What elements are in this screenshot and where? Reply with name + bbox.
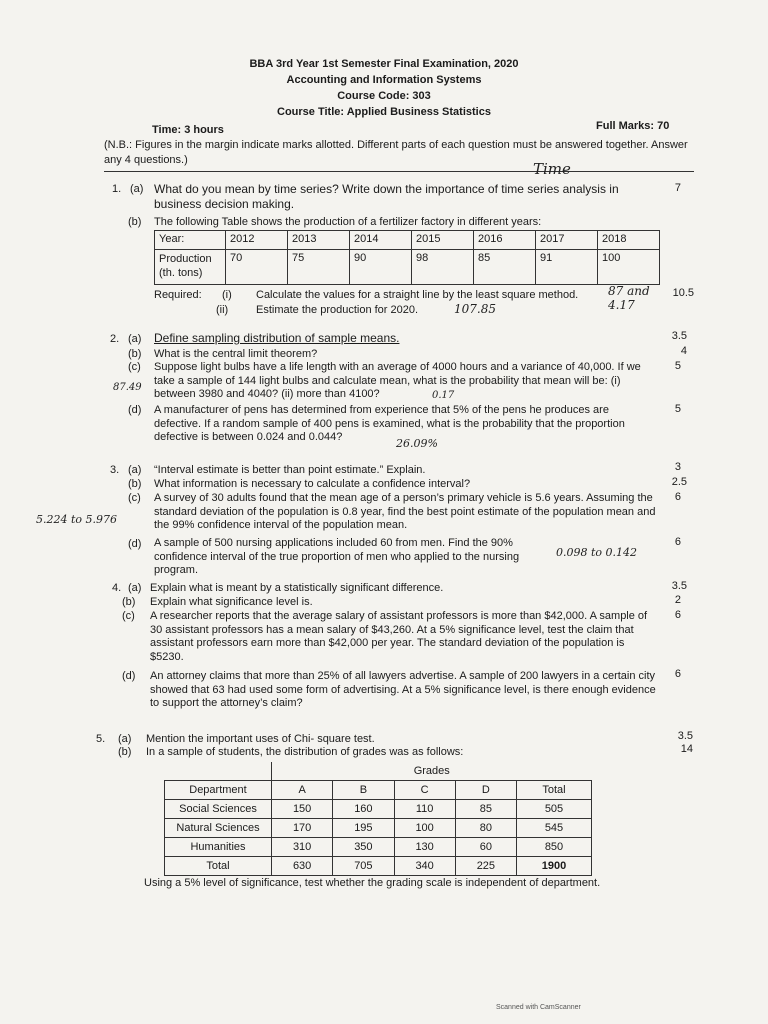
q3c-marks: 6 bbox=[674, 491, 681, 503]
q1b-text: The following Table shows the production of a fertilizer factory in different years: bbox=[154, 216, 542, 228]
full-marks: Full Marks: 70 bbox=[596, 120, 670, 132]
table-cell: 60 bbox=[455, 838, 516, 857]
table-cell: Total bbox=[517, 781, 592, 800]
table-cell: 350 bbox=[333, 838, 394, 857]
table-row bbox=[165, 781, 592, 800]
handwritten-q2-answer-b: 0.17 bbox=[432, 390, 455, 401]
header-divider bbox=[104, 171, 694, 172]
q4d-marks: 6 bbox=[674, 668, 681, 680]
q1a-marks: 7 bbox=[674, 182, 681, 194]
q4d-label: (d) bbox=[122, 670, 136, 682]
table-cell: 195 bbox=[333, 819, 394, 838]
table-cell: 170 bbox=[272, 819, 333, 838]
q2a-label: (a) bbox=[128, 333, 142, 345]
q5b-text: In a sample of students, the distribution of grades was as follows: bbox=[146, 746, 464, 758]
table-row bbox=[165, 800, 592, 819]
q3c-text: A survey of 30 adults found that the mean age of a person’s primary vehicle is 5.6 years. Assuming the standard deviation of the population is 0.8 year, find the best point estimate of the population mean and the 99% confidence interval of the population mean. bbox=[154, 492, 656, 531]
table-cell: Total bbox=[165, 857, 272, 876]
q4b-text: Explain what significance level is. bbox=[150, 596, 313, 608]
table-cell: Year: bbox=[155, 231, 226, 250]
table-cell bbox=[165, 762, 272, 781]
handwritten-q3c-answer: 5.224 to 5.976 bbox=[36, 513, 118, 526]
q1bi-label: (i) bbox=[222, 289, 232, 301]
table-cell: 505 bbox=[517, 800, 592, 819]
table-row bbox=[155, 250, 660, 285]
production-table bbox=[154, 230, 660, 285]
table-cell: D bbox=[455, 781, 516, 800]
table-cell: Natural Sciences bbox=[165, 819, 272, 838]
handwritten-q1-estimate: 107.85 bbox=[454, 302, 496, 316]
q5a-text: Mention the important uses of Chi- square test. bbox=[146, 733, 375, 745]
q2a-marks: 3.5 bbox=[671, 330, 687, 342]
table-cell: 310 bbox=[272, 838, 333, 857]
q4c-marks: 6 bbox=[674, 609, 681, 621]
q3d-marks: 6 bbox=[674, 536, 681, 548]
q3a-label: (a) bbox=[128, 464, 142, 476]
table-cell: 75 bbox=[288, 250, 350, 285]
q2d-marks: 5 bbox=[674, 403, 681, 415]
table-cell: Production (th. tons) bbox=[155, 250, 226, 285]
q1bii-label: (ii) bbox=[216, 304, 229, 316]
q3a-text: “Interval estimate is better than point estimate.” Explain. bbox=[154, 464, 426, 476]
q1-required: Required: bbox=[154, 289, 202, 301]
table-cell: 225 bbox=[455, 857, 516, 876]
table-cell: 100 bbox=[598, 250, 660, 285]
course-code: Course Code: 303 bbox=[337, 90, 431, 102]
table-row bbox=[165, 838, 592, 857]
q4-number: 4. bbox=[112, 582, 122, 594]
table-cell: 85 bbox=[474, 250, 536, 285]
q3c-label: (c) bbox=[128, 492, 141, 504]
department: Accounting and Information Systems bbox=[286, 74, 482, 86]
table-cell: Department bbox=[165, 781, 272, 800]
q3b-marks: 2.5 bbox=[671, 476, 687, 488]
q4b-marks: 2 bbox=[674, 594, 681, 606]
table-cell: Social Sciences bbox=[165, 800, 272, 819]
q1a-label: (a) bbox=[130, 183, 144, 195]
table-cell: 630 bbox=[272, 857, 333, 876]
exam-time: Time: 3 hours bbox=[152, 124, 224, 136]
table-cell: A bbox=[272, 781, 333, 800]
table-cell: 2012 bbox=[226, 231, 288, 250]
table-cell: 150 bbox=[272, 800, 333, 819]
table-cell: 2014 bbox=[350, 231, 412, 250]
q5a-marks: 3.5 bbox=[677, 730, 693, 742]
q5b-marks: 14 bbox=[680, 743, 693, 755]
table-cell: 545 bbox=[517, 819, 592, 838]
q3b-label: (b) bbox=[128, 478, 142, 490]
q4a-label: (a) bbox=[128, 582, 142, 594]
q3d-text: A sample of 500 nursing applications included 60 from men. Find the 90% confidence interval of the true proportion of men who applied to the nursing program. bbox=[154, 537, 520, 576]
q5-closing-text: Using a 5% level of significance, test whether the grading scale is independent of department. bbox=[144, 877, 601, 889]
table-row bbox=[165, 762, 592, 781]
q1b-label: (b) bbox=[128, 216, 142, 228]
table-cell: 70 bbox=[226, 250, 288, 285]
q2b-marks: 4 bbox=[680, 345, 687, 357]
table-cell: 2016 bbox=[474, 231, 536, 250]
q2b-label: (b) bbox=[128, 348, 142, 360]
q1b-marks: 10.5 bbox=[672, 287, 694, 299]
handwritten-q1-answer: 87 and 4.17 bbox=[608, 284, 650, 312]
exam-title: BBA 3rd Year 1st Semester Final Examination, 2020 bbox=[249, 58, 519, 70]
exam-header bbox=[0, 56, 768, 120]
q3b-text: What information is necessary to calculate a confidence interval? bbox=[154, 478, 471, 490]
q4c-label: (c) bbox=[122, 610, 135, 622]
table-cell: 98 bbox=[412, 250, 474, 285]
table-cell: 130 bbox=[394, 838, 455, 857]
q5-number: 5. bbox=[96, 733, 106, 745]
table-cell: C bbox=[394, 781, 455, 800]
table-cell: 2017 bbox=[536, 231, 598, 250]
q2c-text: Suppose light bulbs have a life length with an average of 4000 hours and a variance of 40,000. If we take a sample of 144 light bulbs and calculate mean, what is the probability that mean will be: (i) between 3980 and 4040? (ii) more than 4100? bbox=[154, 361, 641, 400]
q2a-text: Define sampling distribution of sample means. bbox=[154, 331, 400, 345]
grades-table bbox=[164, 762, 592, 876]
q3d-label: (d) bbox=[128, 538, 142, 550]
q5b-label: (b) bbox=[118, 746, 132, 758]
q2d-label: (d) bbox=[128, 404, 142, 416]
q3a-marks: 3 bbox=[674, 461, 681, 473]
table-cell: 850 bbox=[517, 838, 592, 857]
handwritten-q3d-answer: 0.098 to 0.142 bbox=[556, 546, 638, 559]
table-cell: 340 bbox=[394, 857, 455, 876]
table-row bbox=[155, 231, 660, 250]
table-cell: 100 bbox=[394, 819, 455, 838]
q1bii-text: Estimate the production for 2020. bbox=[256, 304, 419, 316]
scanner-watermark: Scanned with CamScanner bbox=[496, 1004, 581, 1011]
q4d-text: An attorney claims that more than 25% of all lawyers advertise. A sample of 200 lawyers in a certain city showed that 63 had used some form of advertising. At a 5% significance level, is there enough evidence to support the attorney’s claim? bbox=[150, 670, 656, 709]
table-cell: 85 bbox=[455, 800, 516, 819]
table-row bbox=[165, 857, 592, 876]
table-cell: 80 bbox=[455, 819, 516, 838]
handwritten-q2d-answer: 26.09% bbox=[396, 437, 438, 450]
table-cell: 1900 bbox=[517, 857, 592, 876]
q4b-label: (b) bbox=[122, 596, 136, 608]
table-cell: 705 bbox=[333, 857, 394, 876]
grades-header: Grades bbox=[272, 762, 592, 781]
table-cell: Humanities bbox=[165, 838, 272, 857]
q2c-label: (c) bbox=[128, 361, 141, 373]
handwritten-q2-answer-a: 87.49 bbox=[113, 382, 142, 393]
table-cell: 90 bbox=[350, 250, 412, 285]
table-cell: 2018 bbox=[598, 231, 660, 250]
table-cell: 91 bbox=[536, 250, 598, 285]
q1-number: 1. bbox=[112, 183, 122, 195]
table-cell: B bbox=[333, 781, 394, 800]
table-cell: 110 bbox=[394, 800, 455, 819]
q4c-text: A researcher reports that the average salary of assistant professors is more than $42,000. A sample of 30 assistant professors has a mean salary of $43,260. At a 5% significance level, test the claim that assistant professors earn more than $42,000 per year. The standard deviation of the population is $5230. bbox=[150, 610, 648, 663]
course-title: Course Title: Applied Business Statistics bbox=[277, 106, 491, 118]
table-cell: 2015 bbox=[412, 231, 474, 250]
table-cell: 160 bbox=[333, 800, 394, 819]
handwritten-time: Time bbox=[533, 160, 571, 178]
q2b-text: What is the central limit theorem? bbox=[154, 348, 318, 360]
q2-number: 2. bbox=[110, 333, 120, 345]
q1bi-text: Calculate the values for a straight line by the least square method. bbox=[256, 289, 579, 301]
q3-number: 3. bbox=[110, 464, 120, 476]
q2c-marks: 5 bbox=[674, 360, 681, 372]
table-cell: 2013 bbox=[288, 231, 350, 250]
q4a-text: Explain what is meant by a statistically significant difference. bbox=[150, 582, 444, 594]
instructions-note: (N.B.: Figures in the margin indicate marks allotted. Different parts of each question must be answered together. Answer any 4 questions.) bbox=[104, 139, 688, 166]
q5a-label: (a) bbox=[118, 733, 132, 745]
q1a-text: What do you mean by time series? Write down the importance of time series analysis in business decision making. bbox=[154, 182, 619, 211]
q4a-marks: 3.5 bbox=[671, 580, 687, 592]
q2d-text: A manufacturer of pens has determined from experience that 5% of the pens he produces are defective. If a random sample of 400 pens is examined, what is the probability that the proportion defective is between 0.024 and 0.044? bbox=[154, 404, 625, 443]
table-row bbox=[165, 819, 592, 838]
